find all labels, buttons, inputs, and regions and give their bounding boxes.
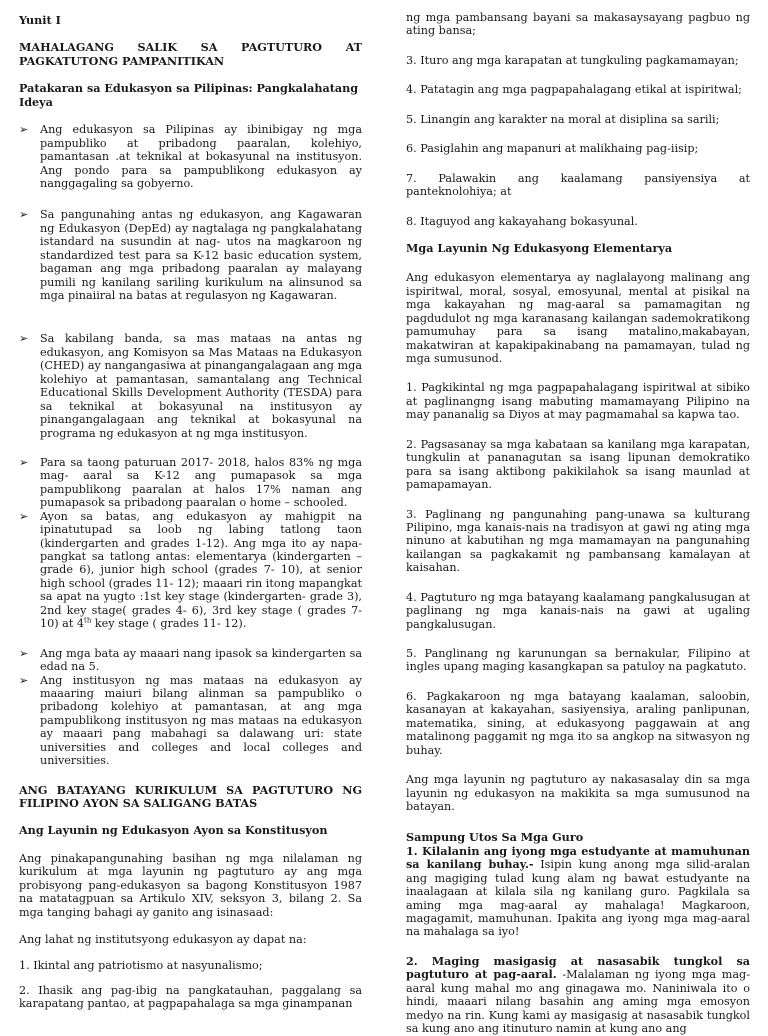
bullet-item: ➢ Para sa taong paturuan 2017- 2018, halos 83% ng mga mag- aaral sa K-12 ang pumapasok sa mga pampublikong paaralan at halos 17% naman ang pumapasok sa pribadong paaralan o home – schooled.: [19, 456, 362, 510]
goal-item: 6. Pagkakaroon ng mga batayang kaalaman, saloobin, kasanayan at kakayahan, sasiyensiya, araling panlipunan, matematika, sining, at edukasyong paggawain at ang matalinong paggamit ng mga ito sa angkop na sitwasyon ng buhay.: [406, 689, 750, 757]
continued-text: ng mga pambansang bayani sa makasaysayang pagbuo ng ating bansa;: [406, 11, 750, 38]
goal-item: 3. Paglinang ng pangunahing pang-unawa sa kulturang Pilipino, mga kanais-nais na tradisyon at gawi ng ating mga ninuno at kabutihan ng mga mamamayan na pangunahing kailangan sa pagkakamit ng pambansang kamalayan at kaisahan.: [406, 507, 750, 575]
bullet-text: key stage ( grades 11- 12).: [91, 617, 247, 631]
bullet-item: ➢ Ang institusyon ng mas mataas na edukasyon ay maaaring maiuri bilang alinman sa pampubliko o pribadong kolehiyo at pamantasan, at ang mga pampublikong institusyon ng mas mataas na edukasyon ay maaari pang mabahagi sa dalawang uri: state universities and colleges and local colleges and universities.: [19, 674, 362, 768]
bullet-text: Ayon sa batas, ang edukasyon ay mahigpit na ipinatutupad sa loob ng labing tatlong taon (kindergarten and grades 1-12). Ang mga ito ay napa- pangkat sa tatlong antas: elementarya (kindergarten – grade 6), junior high school (grades 7- 10), at senior high school (grades 11- 12); maaari rin itong mapangkat sa apat na yugto :1st key stage (kindergarten- grade 3), 2nd key stage( grades 4- 6), 3rd key stage ( grades 7- 10) at 4: [40, 509, 362, 631]
superscript: th: [84, 616, 92, 625]
list-item: 2. Ihasik ang pag-ibig na pangkatauhan, paggalang sa karapatang pantao, at pagpapahalaga sa mga ginampanan: [19, 983, 362, 1011]
main-title: MAHALAGANG SALIK SA PAGTUTURO AT PAGKATUTONG PAMPANITIKAN: [19, 40, 362, 68]
commandment-item: [406, 845, 750, 939]
commandment-text: Isipin kung anong mga silid-aralan ang magiging tulad kung alam ng bawat estudyante na inaalagaan at kilala sila ng kanilang guro. Pagkilala sa aming mga mag-aaral ay mahalaga! Magkaroon, magagamit, mamuhunan. Ipakita ang iyong mga mag-aaral na mahalaga sa iyo!: [406, 858, 750, 939]
list-item: 3. Ituro ang mga karapatan at tungkuling pagkamamayan;: [406, 53, 739, 67]
bullet-item: ➢ Sa kabilang banda, sa mas mataas na antas ng edukasyon, ang Komisyon sa Mas Mataas na Edukasyon (CHED) ay nangangasiwa at pinangangalagaan ang mga kolehiyo at pamantasan, samantalang ang Technical Educational Skills Development Authority (TESDA) para sa teknikal at bokasyunal na institusyon ay pinangangalagaan ang teknikal at bokasyunal na programa ng edukasyon at ng mga institusyon.: [19, 332, 362, 440]
goal-item: 2. Pagsasanay sa mga kabataan sa kanilang mga karapatan, tungkulin at pananagutan sa isang lipunan demokratiko para sa isang aktibong pakikilahok sa isang maunlad at pamapamayan.: [406, 437, 750, 492]
list-item: 4. Patatagin ang mga pagpapahalagang etikal at ispiritwal;: [406, 83, 742, 97]
goal-item: 1. Pagkikintal ng mga pagpapahalagang ispiritwal at sibiko at paglinangng isang mabuting mamamayang Pilipino na may pananalig sa Diyos at may pagmamahal sa kapwa tao.: [406, 381, 750, 422]
section-subheading: Ang Layunin ng Edukasyon Ayon sa Konstitusyon: [19, 823, 328, 838]
commandment-title: 1. Kilalanin ang iyong mga estudyante at mamuhunan sa kanilang buhay.-: [406, 843, 750, 872]
left-column: [19, 14, 362, 1011]
paragraph: Ang pinakapangunahing basihan ng mga nilalaman ng kurikulum at mga layunin ng pagtuturo ay ang mga probisyong pang-edukasyon sa bagong Konstitusyon 1987 na matatagpuan sa Artikulo XIV, seksyon 3, bilang 2. Sa mga tanging bahagi ay ganito ang isinasaad:: [19, 851, 362, 919]
paragraph: Ang mga layunin ng pagtuturo ay nakasasalay din sa mga layunin ng edukasyon na makikita sa mga sumusunod na batayan.: [406, 773, 750, 813]
bullet-item: ➢ Sa pangunahing antas ng edukasyon, ang Kagawaran ng Edukasyon (DepEd) ay nagtalaga ng pangkalahatang istandard na susundin at nag- utos na magkaroon ng standardized test para sa K-12 basic education system, bagaman ang mga pribadong paaralan ay malayang pumili ng kanilang sariling kurikulum na alinsunod sa mga pinaiiral na batas at regulasyon ng Kagawaran.: [19, 208, 362, 302]
list-item: 7. Palawakin ang kaalamang pansiyensiya at panteknolohiya; at: [406, 171, 750, 199]
list-item: 8. Itaguyod ang kakayahang bokasyunal.: [406, 214, 638, 228]
bullet-item: [19, 510, 362, 631]
right-column: [406, 11, 750, 1036]
section-heading: ANG BATAYANG KURIKULUM SA PAGTUTURO NG FILIPINO AYON SA SALIGANG BATAS: [19, 782, 362, 810]
bullet-item: ➢ Ang mga bata ay maaari nang ipasok sa kindergarten sa edad na 5.: [19, 647, 362, 674]
list-item: 1. Ikintal ang patriotismo at nasyunalismo;: [19, 958, 263, 972]
paragraph: Ang edukasyon elementarya ay naglalayong malinang ang ispiritwal, moral, sosyal, emosyunal, mental at pisikal na mga kakayahan ng mag-aaral sa pamamagitan ng pagdudulot ng mga karanasang kailangan sademokratikong pamumuhay para sa isang matalino,makabayan, makatwiran at kapakipakinabang na pamamayan, tulad ng mga sumusunod.: [406, 271, 750, 365]
unit-label: Yunit I: [19, 13, 61, 27]
bullet-item: ➢ Ang edukasyon sa Pilipinas ay ibinibigay ng mga pampubliko at pribadong paaralan, kolehiyo, pamantasan .at teknikal at bokasyunal na institusyon. Ang pondo para sa pampublikong edukasyon ay nanggagaling sa gobyerno.: [19, 123, 362, 190]
commandment-item: [406, 955, 750, 1036]
subtitle: Patakaran sa Edukasyon sa Pilipinas: Pangkalahatang Ideya: [19, 81, 359, 109]
goal-item: 5. Panglinang ng karunungan sa bernakular, Filipino at ingles upang maging kasangkapan sa patuloy na pagkatuto.: [406, 647, 750, 674]
goal-item: 4. Pagtuturo ng mga batayang kaalamang pangkalusugan at paglinang ng mga kanais-nais na gawi at ugaling pangkalusugan.: [406, 590, 750, 631]
list-item: 6. Pasiglahin ang mapanuri at malikhaing pag-iisip;: [406, 142, 699, 156]
commandment-text: -Malalaman ng iyong mga mag-aaral kung mahal mo ang ginagawa mo. Naniniwala ito o hindi, maaari nilang basahin ang aming mga emosyon medyo na rin. Kung kami ay masigasig at nasasabik tungkol sa kung ano ang itinuturo namin at kung ano ang: [406, 968, 750, 1036]
commandment-title: 2. Maging masigasig at nasasabik tungkol sa pagtuturo at pag-aaral.: [406, 953, 750, 982]
list-item: 5. Linangin ang karakter na moral at disiplina sa sarili;: [406, 112, 720, 126]
bullet-list: [19, 123, 362, 767]
paragraph: Ang lahat ng institutsyong edukasyon ay dapat na:: [19, 933, 307, 947]
section-heading: Mga Layunin Ng Edukasyong Elementarya: [406, 240, 673, 255]
section-heading: Sampung Utos Sa Mga Guro: [406, 830, 584, 845]
